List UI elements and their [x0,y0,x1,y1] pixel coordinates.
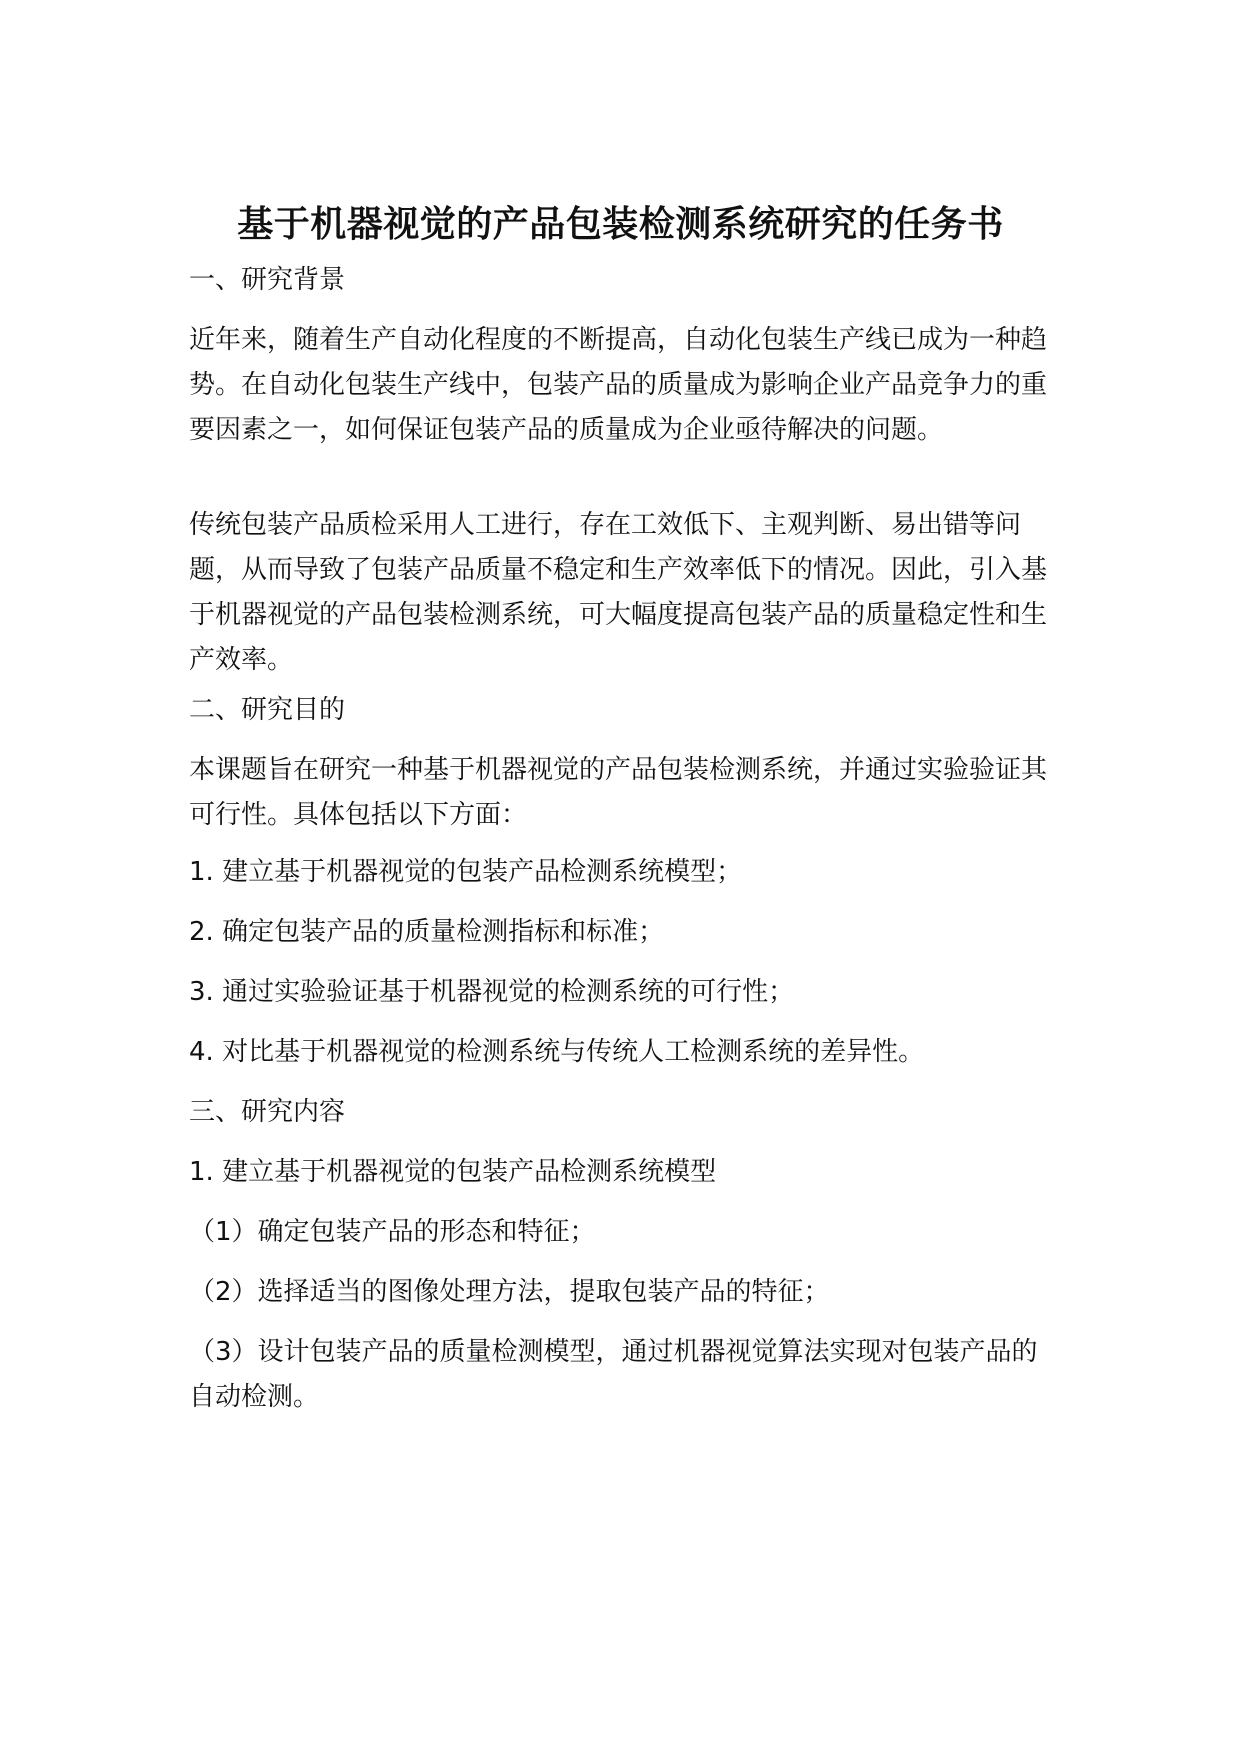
document-title: 基于机器视觉的产品包装检测系统研究的任务书 [237,204,1004,246]
background-paragraph-2: 传统包装产品质检采用人工进行，存在工效低下、主观判断、易出错等问题，从而导致了包装产品质量不稳定和生产效率低下的情况。因此，引入基于机器视觉的产品包装检测系统，可大幅度提高包装产品的质量稳定性和生产效率。 [189,510,1048,675]
section-heading-purpose: 二、研究目的 [189,695,346,725]
purpose-item-3: 3. 通过实验验证基于机器视觉的检测系统的可行性； [189,977,795,1007]
purpose-item-2: 2. 确定包装产品的质量检测指标和标准； [189,917,665,947]
section-heading-content: 三、研究内容 [189,1097,346,1127]
background-paragraph-1: 近年来，随着生产自动化程度的不断提高，自动化包装生产线已成为一种趋势。在自动化包装生产线中，包装产品的质量成为影响企业产品竞争力的重要因素之一，如何保证包装产品的质量成为企业亟待解决的问题。 [189,325,1048,445]
section-heading-background: 一、研究背景 [189,265,346,295]
purpose-item-1: 1. 建立基于机器视觉的包装产品检测系统模型； [189,857,743,887]
content-subitem-3: （3）设计包装产品的质量检测模型，通过机器视觉算法实现对包装产品的自动检测。 [189,1337,1038,1412]
purpose-item-4: 4. 对比基于机器视觉的检测系统与传统人工检测系统的差异性。 [189,1037,925,1067]
content-subitem-1: （1）确定包装产品的形态和特征； [189,1217,596,1247]
purpose-paragraph: 本课题旨在研究一种基于机器视觉的产品包装检测系统，并通过实验验证其可行性。具体包括以下方面： [189,755,1048,830]
content-item-1: 1. 建立基于机器视觉的包装产品检测系统模型 [189,1157,717,1187]
content-subitem-2: （2）选择适当的图像处理方法，提取包装产品的特征； [189,1277,830,1307]
